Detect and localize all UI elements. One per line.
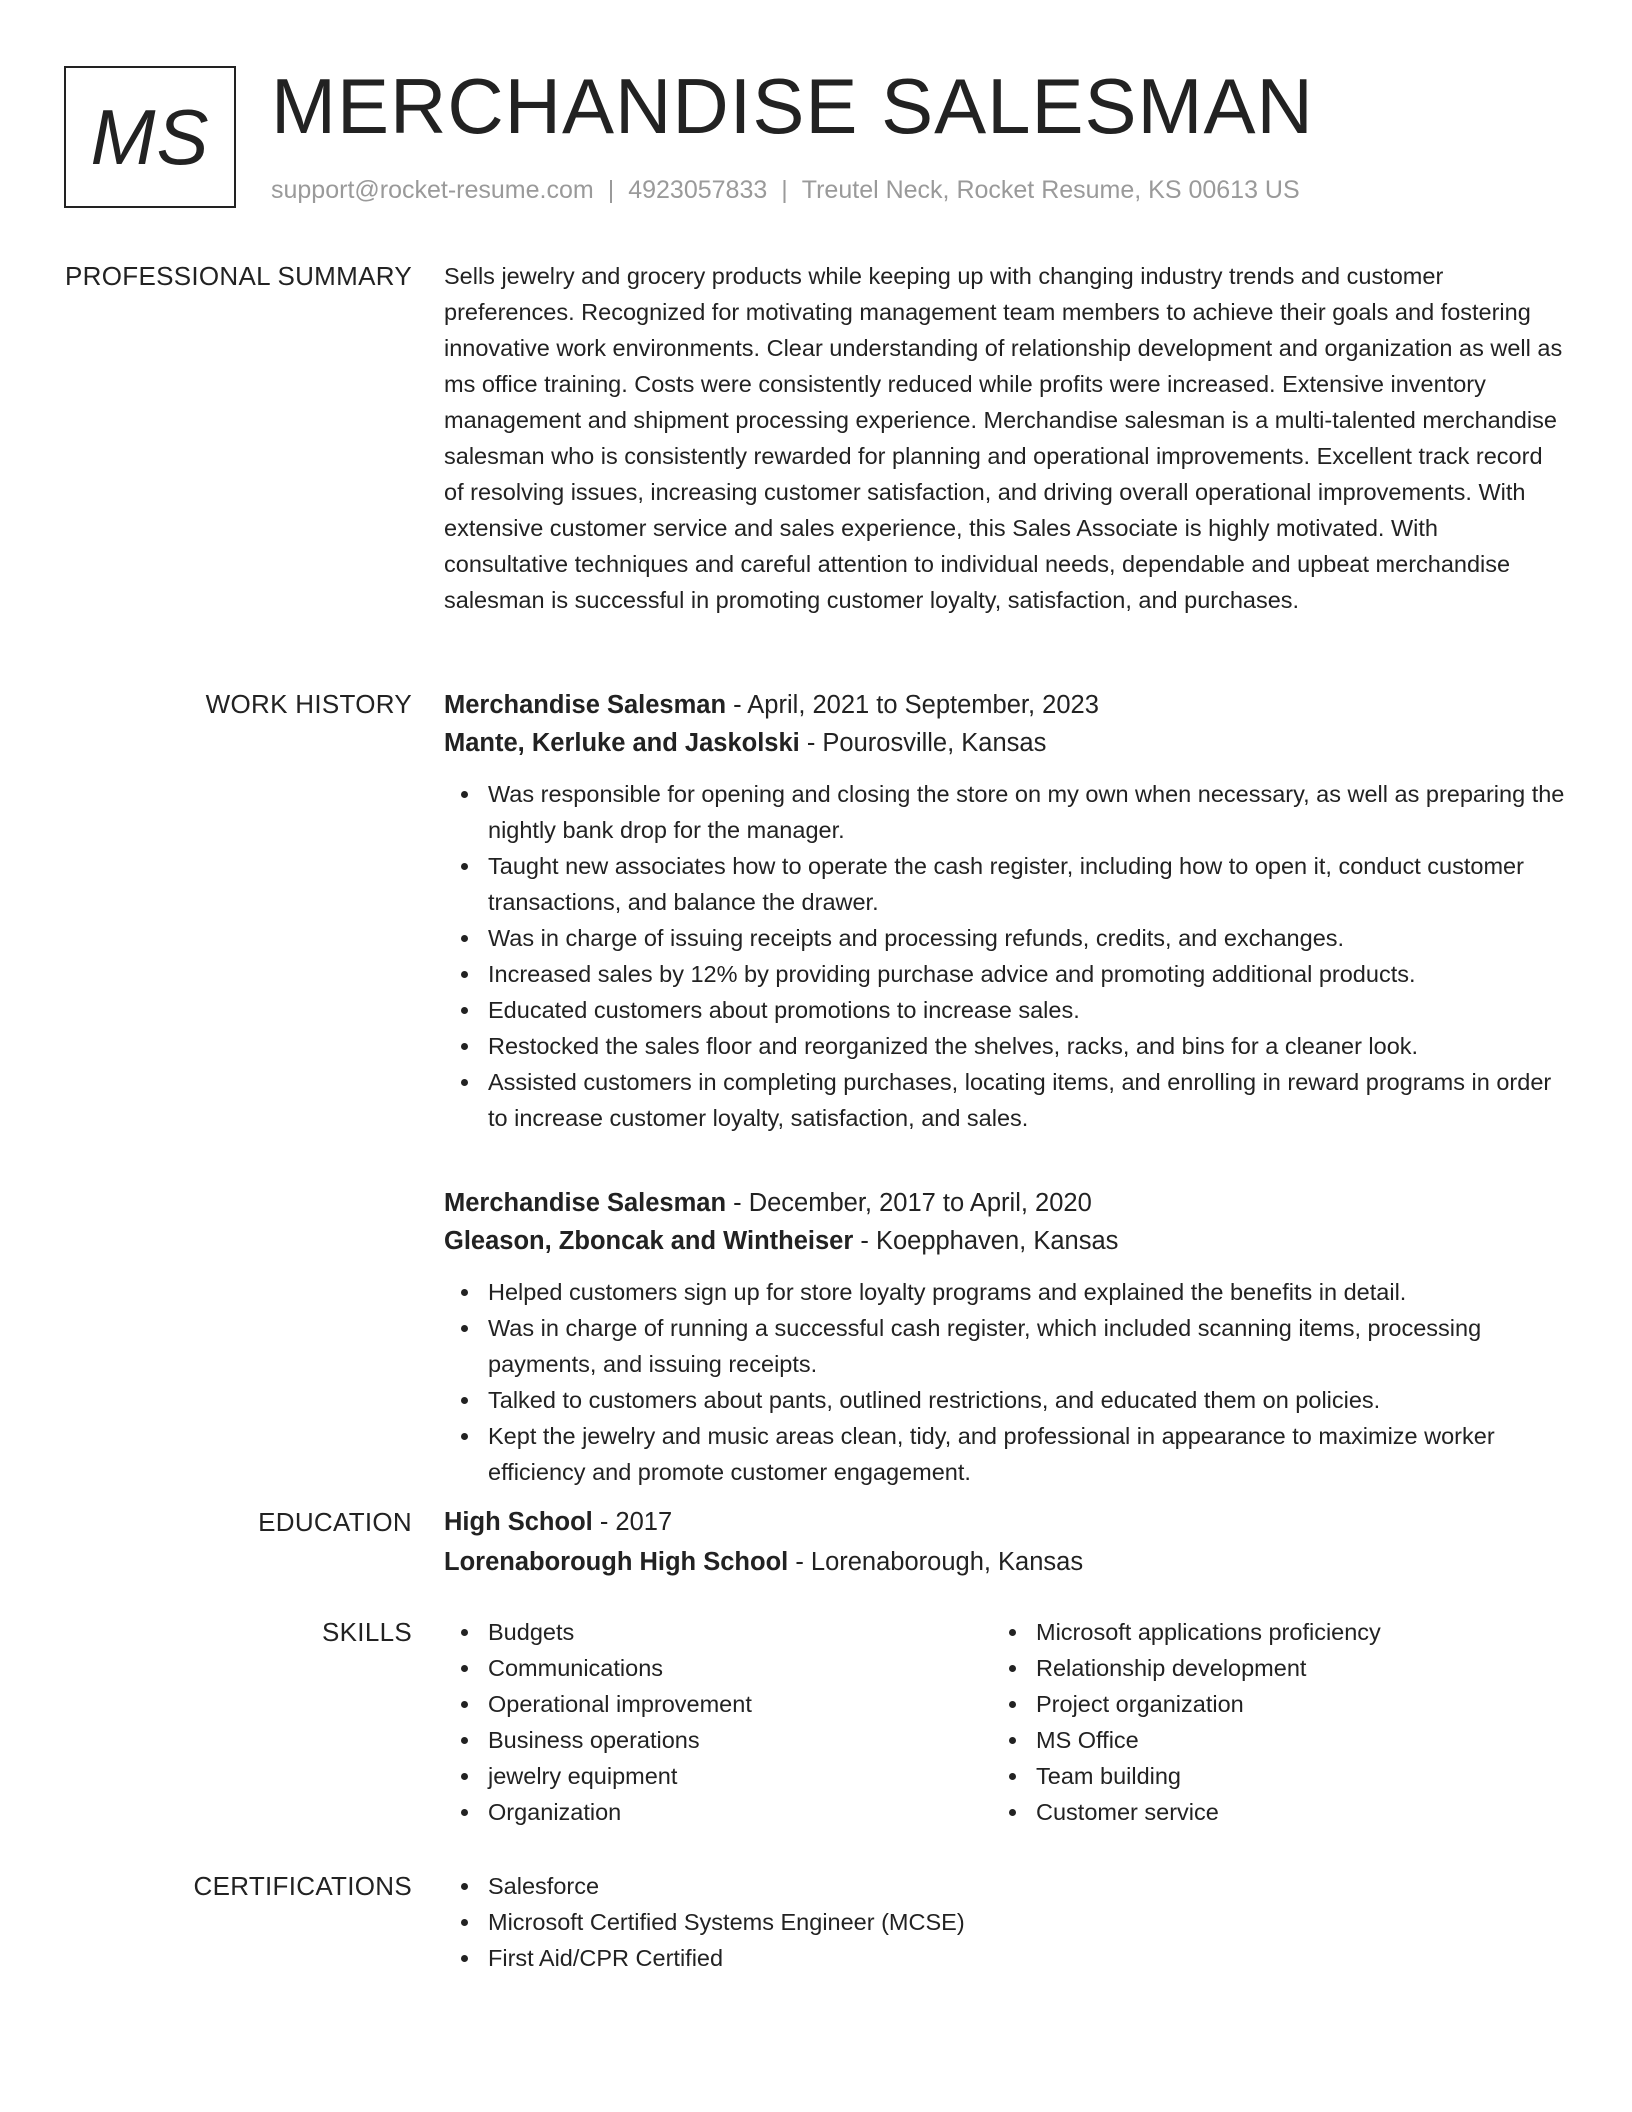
job-dates: - December, 2017 to April, 2020: [726, 1189, 1092, 1217]
job-title-line: [444, 1184, 1568, 1222]
certifications-heading: CERTIFICATIONS: [193, 1871, 412, 1901]
work-history-body: [444, 686, 1568, 1490]
contact-line: [271, 174, 1300, 207]
contact-address: Treutel Neck, Rocket Resume, KS 00613 US: [801, 176, 1300, 204]
skill-item: Customer service: [1036, 1794, 1540, 1830]
job-bullet: Taught new associates how to operate the cash register, including how to open it, conduct customer transactions, and balance the drawer.: [488, 848, 1568, 920]
education-location: - Lorenaborough, Kansas: [788, 1548, 1084, 1576]
contact-phone[interactable]: 4923057833: [628, 176, 768, 204]
contact-separator: |: [781, 176, 788, 204]
skills-column-right: [992, 1614, 1540, 1830]
education-heading: EDUCATION: [258, 1507, 412, 1537]
certifications-list: [444, 1868, 1568, 1976]
job-bullet: Educated customers about promotions to increase sales.: [488, 992, 1568, 1028]
skills-columns: [444, 1614, 1568, 1830]
certification-item: Microsoft Certified Systems Engineer (MCSE): [488, 1904, 1568, 1940]
skill-item: Business operations: [488, 1722, 992, 1758]
job-company: Gleason, Zboncak and Wintheiser: [444, 1227, 854, 1255]
job-bullet: Restocked the sales floor and reorganized the shelves, racks, and bins for a cleaner look.: [488, 1028, 1568, 1064]
education-school-line: [444, 1542, 1568, 1582]
skill-item: Team building: [1036, 1758, 1540, 1794]
contact-separator: |: [607, 176, 615, 204]
skill-item: Relationship development: [1036, 1650, 1540, 1686]
certifications-body: [444, 1868, 1568, 1976]
job-company-line: [444, 1222, 1568, 1260]
job-title: Merchandise Salesman: [444, 1189, 727, 1217]
job-company: Mante, Kerluke and Jaskolski: [444, 729, 800, 757]
skill-item: Project organization: [1036, 1686, 1540, 1722]
skill-item: Budgets: [488, 1614, 992, 1650]
monogram-badge: MS: [64, 66, 236, 208]
work-history-heading: WORK HISTORY: [205, 689, 412, 719]
job-bullet: Kept the jewelry and music areas clean, tidy, and professional in appearance to maximize worker efficiency and promote customer engagement.: [488, 1418, 1568, 1490]
education-degree-line: [444, 1502, 1568, 1542]
skills-heading: SKILLS: [322, 1617, 412, 1647]
summary-body: [444, 258, 1568, 618]
job-bullet: Assisted customers in completing purchases, locating items, and enrolling in reward programs in order to increase customer loyalty, satisfaction, and sales.: [488, 1064, 1568, 1136]
contact-email[interactable]: support@rocket-resume.com: [271, 176, 594, 204]
job-entry: [444, 1184, 1568, 1490]
job-bullet: Helped customers sign up for store loyalty programs and explained the benefits in detail.: [488, 1274, 1568, 1310]
job-location: - Koepphaven, Kansas: [853, 1227, 1119, 1255]
education-school: Lorenaborough High School: [444, 1548, 789, 1576]
job-title-line: [444, 686, 1568, 724]
summary-text: Sells jewelry and grocery products while keeping up with changing industry trends and customer preferences. Recognized for motivating management team members to achieve their goals and fostering innovative work environments. Clear understanding of relationship development and organization as well as ms office training. Costs were consistently reduced while profits were increased. Extensive inventory management and shipment processing experience. Merchandise salesman is a multi-talented merchandise salesman who is consistently rewarded for planning and operational improvements. Excellent track record of resolving issues, increasing customer satisfaction, and driving overall operational improvements. With extensive customer service and sales experience, this Sales Associate is highly motivated. With consultative techniques and careful attention to individual needs, dependable and upbeat merchandise salesman is successful in promoting customer loyalty, satisfaction, and purchases.: [444, 263, 1563, 613]
summary-heading: PROFESSIONAL SUMMARY: [65, 261, 412, 291]
resume-header: [64, 62, 1568, 211]
skill-item: MS Office: [1036, 1722, 1540, 1758]
job-bullet: Was responsible for opening and closing the store on my own when necessary, as well as preparing the nightly bank drop for the manager.: [488, 776, 1568, 848]
certification-item: Salesforce: [488, 1868, 1568, 1904]
job-bullet: Talked to customers about pants, outlined restrictions, and educated them on policies.: [488, 1382, 1568, 1418]
job-bullets: [444, 776, 1568, 1136]
education-year: - 2017: [592, 1508, 673, 1536]
skills-column-left: [444, 1614, 992, 1830]
skill-item: Communications: [488, 1650, 992, 1686]
skill-item: Microsoft applications proficiency: [1036, 1614, 1540, 1650]
job-bullet: Was in charge of issuing receipts and processing refunds, credits, and exchanges.: [488, 920, 1568, 956]
job-title: Merchandise Salesman: [444, 691, 727, 719]
job-company-line: [444, 724, 1568, 762]
certification-item: First Aid/CPR Certified: [488, 1940, 1568, 1976]
education-degree: High School: [444, 1508, 593, 1536]
skill-item: jewelry equipment: [488, 1758, 992, 1794]
skill-item: Operational improvement: [488, 1686, 992, 1722]
job-dates: - April, 2021 to September, 2023: [726, 691, 1099, 719]
job-bullets: [444, 1274, 1568, 1490]
job-bullet: Increased sales by 12% by providing purchase advice and promoting additional products.: [488, 956, 1568, 992]
skills-list: [992, 1614, 1540, 1830]
skills-list: [444, 1614, 992, 1830]
job-entry: [444, 686, 1568, 1136]
skill-item: Organization: [488, 1794, 992, 1830]
job-location: - Pourosville, Kansas: [799, 729, 1047, 757]
job-bullet: Was in charge of running a successful cash register, which included scanning items, processing payments, and issuing receipts.: [488, 1310, 1568, 1382]
skills-body: [444, 1614, 1568, 1830]
resume-name: MERCHANDISE SALESMAN: [271, 62, 1314, 150]
education-body: [444, 1502, 1568, 1582]
